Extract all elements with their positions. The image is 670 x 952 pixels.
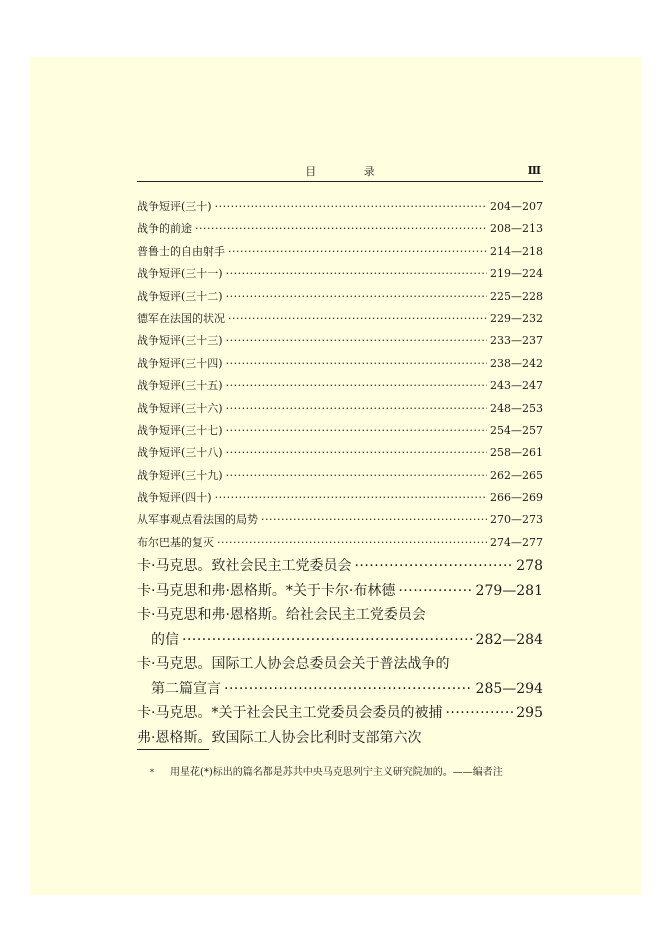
toc-entry-title: 第二篇宣言 — [151, 680, 221, 697]
footnote — [150, 764, 542, 782]
toc-entry-title: 战争短评(三十五) — [137, 379, 223, 393]
leader-dots — [226, 398, 487, 420]
toc-entry-title: 战争短评(三十) — [137, 200, 212, 213]
toc-entry-pages: 214—218 — [490, 244, 543, 258]
leader-dots — [226, 353, 487, 375]
toc-entry[interactable] — [137, 308, 543, 330]
toc-entry[interactable] — [137, 509, 543, 531]
toc-entry-title: 的信 — [151, 631, 179, 648]
toc-entry-pages: 248—253 — [490, 401, 543, 415]
leader-dots — [217, 532, 487, 554]
toc-entry-pages: 204—207 — [490, 200, 543, 213]
toc-entry[interactable] — [137, 218, 543, 240]
toc-entry-pages: 258—261 — [490, 446, 543, 460]
toc-entry-pages: 270—273 — [490, 513, 543, 527]
leader-dots — [224, 677, 473, 702]
toc-entry-large[interactable] — [137, 652, 543, 677]
toc-entry-pages: 254—257 — [490, 423, 543, 437]
leader-dots — [215, 487, 487, 509]
leader-dots — [182, 628, 473, 653]
toc-entry-title: 卡·马克思。*关于社会民主工党委员会委员的被捕 — [137, 705, 443, 722]
toc-entry-pages: 229—232 — [490, 311, 543, 325]
toc-entry-pages: 266—269 — [490, 491, 543, 505]
toc-entry-pages: 279—281 — [475, 582, 543, 599]
toc-entry-pages: 208—213 — [490, 222, 543, 236]
toc-entry-pages: 282—284 — [475, 631, 543, 648]
toc-entry-pages: 278 — [516, 558, 543, 575]
toc-entry-title: 卡·马克思和弗·恩格斯。*关于卡尔·布林德 — [137, 582, 396, 599]
toc-entry[interactable] — [137, 420, 543, 442]
toc-entry[interactable] — [137, 263, 543, 285]
toc-entry-title: 德军在法国的状况 — [137, 311, 225, 325]
toc-entry[interactable] — [137, 196, 543, 218]
leader-dots — [445, 701, 513, 726]
footnote-rule — [137, 749, 209, 750]
toc-entry-title: 战争短评(三十一) — [137, 267, 223, 281]
toc-entry[interactable] — [137, 532, 543, 554]
toc-entry[interactable] — [137, 241, 543, 263]
toc-entry-large[interactable] — [137, 701, 543, 726]
toc-entry[interactable] — [137, 286, 543, 308]
page-number: Ⅲ — [527, 164, 541, 177]
leader-dots — [195, 218, 487, 240]
toc-entry-title: 弗·恩格斯。致国际工人协会比利时支部第六次 — [137, 729, 422, 746]
toc-entry-pages: 274—277 — [490, 535, 543, 549]
toc-entry[interactable] — [137, 375, 543, 397]
leader-dots — [226, 465, 487, 487]
leader-dots — [228, 308, 487, 330]
leader-dots — [354, 554, 513, 579]
toc-entry-title: 卡·马克思。国际工人协会总委员会关于普法战争的 — [137, 656, 450, 673]
leader-dots — [226, 330, 487, 352]
toc-entry-pages: 225—228 — [490, 289, 543, 303]
toc-entry-title: 战争短评(三十四) — [137, 356, 223, 370]
leader-dots — [226, 375, 487, 397]
toc-entry-large[interactable] — [137, 579, 543, 604]
toc-entry-pages: 219—224 — [490, 267, 543, 281]
toc-entry-title: 战争短评(三十二) — [137, 289, 223, 303]
toc-entry-title: 普鲁士的自由射手 — [137, 244, 225, 258]
leader-dots — [228, 241, 487, 263]
leader-dots — [261, 509, 487, 531]
toc-entry[interactable] — [137, 353, 543, 375]
leader-dots — [398, 579, 472, 604]
toc-entry-title: 卡·马克思。致社会民主工党委员会 — [137, 558, 352, 575]
leader-dots — [226, 420, 487, 442]
toc-entry[interactable] — [137, 442, 543, 464]
toc-entry-title: 战争短评(三十八) — [137, 446, 223, 460]
toc-entry-title: 战争短评(三十七) — [137, 423, 223, 437]
leader-dots — [226, 263, 487, 285]
leader-dots — [226, 442, 487, 464]
footnote-text: 用星花(*)标出的篇名都是苏共中央马克思列宁主义研究院加的。——编者注 — [170, 767, 503, 778]
toc-entry-pages: 295 — [516, 705, 543, 722]
toc-entry-large-continuation[interactable] — [137, 628, 543, 653]
toc-entry[interactable] — [137, 398, 543, 420]
page-title: 目 录 — [305, 165, 397, 178]
toc-entry-pages: 233—237 — [490, 334, 543, 348]
toc-entry-title: 布尔巴基的复灭 — [137, 535, 214, 549]
page-header — [137, 163, 543, 182]
toc-entry[interactable] — [137, 465, 543, 487]
toc-entry-title: 战争短评(三十六) — [137, 401, 223, 415]
toc-entry[interactable] — [137, 487, 543, 509]
toc-entry[interactable] — [137, 330, 543, 352]
toc-entry-title: 战争短评(三十三) — [137, 334, 223, 348]
footnote-mark: * — [150, 768, 154, 777]
toc-entry-large-continuation[interactable] — [137, 677, 543, 702]
toc-entry-large[interactable] — [137, 603, 543, 628]
toc-entry-title: 战争短评(四十) — [137, 491, 212, 505]
toc-list — [137, 196, 543, 750]
toc-entry-large[interactable] — [137, 554, 543, 579]
toc-entry-title: 卡·马克思和弗·恩格斯。给社会民主工党委员会 — [137, 607, 426, 624]
leader-dots — [226, 286, 487, 308]
toc-entry-pages: 238—242 — [490, 356, 543, 370]
toc-entry-title: 从军事观点看法国的局势 — [137, 513, 258, 527]
toc-entry-title: 战争短评(三十九) — [137, 468, 223, 482]
toc-entry-pages: 243—247 — [490, 379, 543, 393]
toc-entry-title: 战争的前途 — [137, 222, 192, 236]
toc-entry-large[interactable] — [137, 726, 543, 751]
toc-entry-pages: 285—294 — [475, 680, 543, 697]
leader-dots — [215, 196, 487, 218]
toc-entry-pages: 262—265 — [490, 468, 543, 482]
